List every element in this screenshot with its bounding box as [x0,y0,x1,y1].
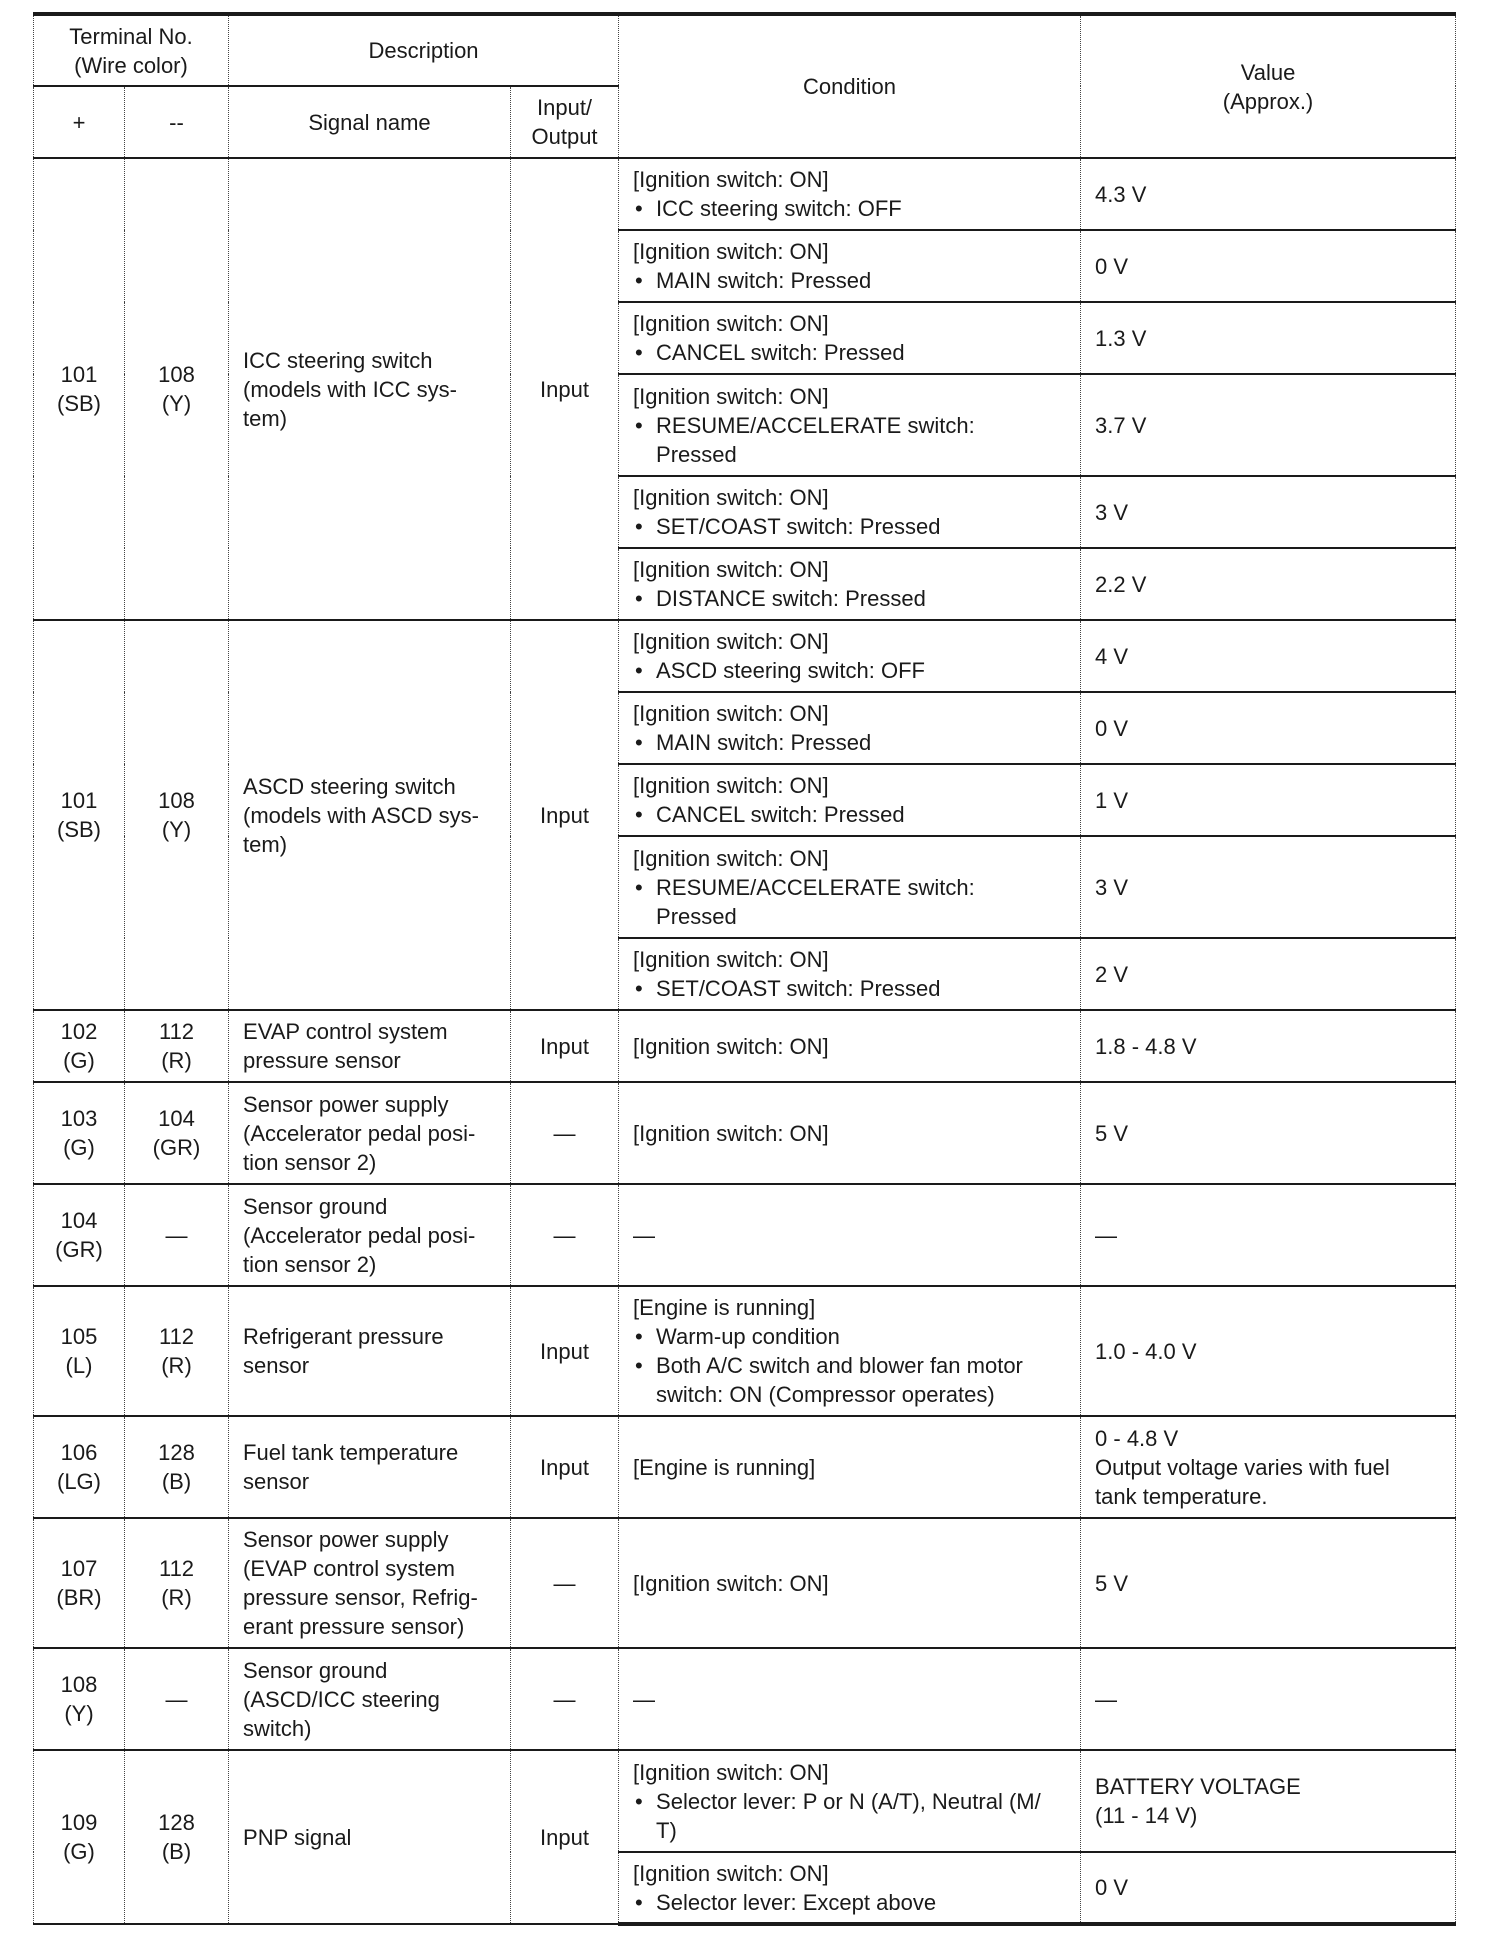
value-cell [1081,1852,1456,1924]
value-cell [1081,620,1456,692]
terminal-plus: 105 (L) [60,1324,98,1378]
terminal-plus: 101 (SB) [57,788,101,842]
io-type: Input [540,1338,589,1364]
value-cell [1081,1082,1456,1184]
io-type-cell [511,1286,619,1416]
terminal-minus-cell [125,1082,229,1184]
value-cell [1081,302,1456,374]
terminal-plus-cell [34,1648,125,1750]
terminal-plus: 104 (GR) [55,1208,103,1262]
value-text: 3.7 V [1095,412,1147,438]
condition-line: [Ignition switch: ON] [633,239,829,264]
terminal-minus: — [165,1222,188,1248]
condition-line: [Ignition switch: ON] [633,1033,829,1059]
signal-name: Sensor ground (ASCD/ICC steering switch) [243,1657,440,1741]
value-text: 1.3 V [1095,325,1147,351]
condition-line: [Ignition switch: ON] [633,167,829,192]
table-row [34,1286,1456,1416]
value-text: — [1095,1222,1118,1248]
condition-bullet: • MAIN switch: Pressed [633,266,1066,295]
io-type: — [553,1570,576,1596]
value-text: 5 V [1095,1570,1129,1596]
table-row [34,1416,1456,1518]
condition-bullet: • CANCEL switch: Pressed [633,800,1066,829]
table-row [34,1648,1456,1750]
header-signal-name [229,86,511,158]
condition-line: [Ignition switch: ON] [633,629,829,654]
terminal-minus-cell [125,620,229,1010]
condition-line: [Ignition switch: ON] [633,845,829,871]
terminal-plus-cell [34,1286,125,1416]
terminal-minus: — [165,1686,188,1712]
condition-cell [619,158,1081,230]
condition-line: [Ignition switch: ON] [633,701,829,726]
terminal-plus-cell [34,1184,125,1286]
value-cell [1081,374,1456,476]
condition-line: [Ignition switch: ON] [633,1759,829,1785]
condition-bullet: • Selector lever: P or N (A/T), Neutral (M/ T) [633,1787,1066,1845]
table-row [34,1184,1456,1286]
io-type-cell [511,158,619,620]
terminal-plus: 109 (G) [60,1810,98,1864]
condition-cell [619,476,1081,548]
condition-line: [Ignition switch: ON] [633,773,829,798]
table-row [34,1082,1456,1184]
io-type-cell [511,1648,619,1750]
terminal-minus-cell [125,1750,229,1924]
value-text: 2.2 V [1095,571,1147,597]
condition-bullet: • RESUME/ACCELERATE switch: Pressed [633,411,1066,469]
condition-bullet: • Selector lever: Except above [633,1888,1066,1917]
terminal-minus-cell [125,1416,229,1518]
condition-cell [619,1750,1081,1852]
value-cell [1081,1010,1456,1082]
value-cell [1081,230,1456,302]
header-description-text: Description [368,38,479,63]
header-condition-text: Condition [803,74,896,99]
condition-line: — [633,1222,656,1248]
condition-cell [619,836,1081,938]
terminal-plus-cell [34,620,125,1010]
table-row [34,1750,1456,1852]
condition-line: [Ignition switch: ON] [633,947,829,972]
terminal-minus: 128 (B) [158,1810,195,1864]
io-type-cell [511,620,619,1010]
io-type: Input [540,376,589,402]
terminal-plus: 103 (G) [60,1106,98,1160]
io-type: Input [540,802,589,828]
condition-bullet: • Warm-up condition [633,1322,1066,1351]
condition-cell [619,938,1081,1010]
value-text: 4 V [1095,643,1129,669]
terminal-plus: 106 (LG) [57,1440,101,1494]
io-type: — [553,1120,576,1146]
signal-name-cell [229,1648,511,1750]
signal-name: ASCD steering switch (models with ASCD sys- tem) [243,773,479,857]
condition-line: [Ignition switch: ON] [633,1120,829,1146]
condition-line: [Engine is running] [633,1295,816,1320]
signal-name: Sensor ground (Accelerator pedal posi- tion sensor 2) [243,1193,476,1277]
io-type: Input [540,1824,589,1850]
value-text: 3 V [1095,499,1129,525]
terminal-minus: 112 (R) [158,1324,195,1378]
signal-name-cell [229,620,511,1010]
terminal-minus: 108 (Y) [158,788,195,842]
condition-cell [619,1184,1081,1286]
value-text: 4.3 V [1095,181,1147,207]
terminal-minus-cell [125,1010,229,1082]
condition-cell [619,1416,1081,1518]
value-cell [1081,1648,1456,1750]
terminal-minus-cell [125,158,229,620]
terminal-plus: 107 (BR) [56,1556,102,1610]
io-type-cell [511,1082,619,1184]
value-cell [1081,1750,1456,1852]
condition-line: [Ignition switch: ON] [633,311,829,336]
signal-name: ICC steering switch (models with ICC sys- tem) [243,347,457,431]
terminal-minus: 108 (Y) [158,362,195,416]
header-terminal [34,14,229,86]
condition-cell [619,620,1081,692]
value-cell [1081,476,1456,548]
condition-cell [619,374,1081,476]
terminal-minus: 128 (B) [158,1440,195,1494]
value-cell [1081,158,1456,230]
condition-bullet: • SET/COAST switch: Pressed [633,512,1066,541]
header-plus [34,86,125,158]
condition-bullet: • ASCD steering switch: OFF [633,656,1066,685]
signal-name-cell [229,1010,511,1082]
signal-name: Refrigerant pressure sensor [243,1324,444,1378]
terminal-minus-cell [125,1648,229,1750]
condition-line: [Ignition switch: ON] [633,557,829,582]
signal-name: Fuel tank temperature sensor [243,1440,459,1494]
condition-line: [Engine is running] [633,1454,816,1480]
terminal-plus: 108 (Y) [60,1672,98,1726]
value-text: BATTERY VOLTAGE (11 - 14 V) [1095,1774,1301,1828]
io-type-cell [511,1750,619,1924]
condition-cell [619,230,1081,302]
value-text: 2 V [1095,961,1129,987]
signal-name-cell [229,1416,511,1518]
value-text: 0 V [1095,253,1129,279]
value-text: 5 V [1095,1120,1129,1146]
io-type: Input [540,1454,589,1480]
condition-bullet: • RESUME/ACCELERATE switch: Pressed [633,873,1066,931]
terminal-plus-cell [34,1518,125,1648]
condition-line: [Ignition switch: ON] [633,1860,829,1886]
signal-name: PNP signal [243,1824,352,1850]
condition-cell [619,1852,1081,1924]
terminal-minus-cell [125,1286,229,1416]
io-type-cell [511,1184,619,1286]
terminal-plus: 101 (SB) [57,362,101,416]
value-cell [1081,548,1456,620]
terminal-plus-cell [34,158,125,620]
terminal-plus: 102 (G) [60,1019,98,1073]
table-row [34,620,1456,692]
header-io-text: Input/ Output [531,95,598,149]
value-cell [1081,836,1456,938]
condition-cell [619,692,1081,764]
condition-bullet: • Both A/C switch and blower fan motor switch: ON (Compressor operates) [633,1351,1066,1409]
condition-bullet: • CANCEL switch: Pressed [633,338,1066,367]
value-cell [1081,1416,1456,1518]
condition-cell [619,1648,1081,1750]
header-value-text: Value (Approx.) [1222,59,1314,114]
terminal-plus-cell [34,1416,125,1518]
header-io [511,86,619,158]
signal-name-cell [229,1750,511,1924]
value-text: 1.8 - 4.8 V [1095,1033,1197,1059]
condition-cell [619,1518,1081,1648]
condition-line: [Ignition switch: ON] [633,485,829,510]
io-type: — [553,1222,576,1248]
table-row [34,1010,1456,1082]
condition-bullet: • DISTANCE switch: Pressed [633,584,1066,613]
header-minus [125,86,229,158]
condition-line: — [633,1686,656,1712]
value-cell [1081,1518,1456,1648]
signal-name-cell [229,1082,511,1184]
signal-name: Sensor power supply (EVAP control system pressure sensor, Refrig- erant pressure sensor) [243,1527,478,1639]
value-text: 0 V [1095,715,1129,741]
condition-cell [619,764,1081,836]
value-cell [1081,692,1456,764]
header-signal-name-text: Signal name [308,109,431,135]
value-text: — [1095,1686,1118,1712]
value-text: 1.0 - 4.0 V [1095,1338,1197,1364]
condition-bullet: • MAIN switch: Pressed [633,728,1066,757]
condition-bullet: • ICC steering switch: OFF [633,194,1066,223]
io-type: — [553,1686,576,1712]
condition-cell [619,1010,1081,1082]
io-type: Input [540,1033,589,1059]
condition-line: [Ignition switch: ON] [633,383,829,409]
header-terminal-text: Terminal No. (Wire color) [69,23,193,78]
terminal-minus-cell [125,1184,229,1286]
signal-name-cell [229,158,511,620]
terminal-table [33,12,1456,1926]
condition-cell [619,1286,1081,1416]
terminal-plus-cell [34,1082,125,1184]
header-condition [619,14,1081,158]
value-text: 0 V [1095,1875,1129,1900]
terminal-minus: 104 (GR) [152,1106,201,1160]
value-cell [1081,764,1456,836]
header-description [229,14,619,86]
condition-bullet: • SET/COAST switch: Pressed [633,974,1066,1003]
header-minus-text: -- [169,109,184,135]
terminal-minus: 112 (R) [158,1556,195,1610]
terminal-minus-cell [125,1518,229,1648]
signal-name: Sensor power supply (Accelerator pedal posi- tion sensor 2) [243,1091,476,1175]
condition-cell [619,1082,1081,1184]
header-plus-text: + [72,109,86,135]
condition-line: [Ignition switch: ON] [633,1570,829,1596]
io-type-cell [511,1010,619,1082]
value-text: 1 V [1095,787,1129,813]
header-value [1081,14,1456,158]
signal-name-cell [229,1286,511,1416]
io-type-cell [511,1416,619,1518]
table-row [34,1518,1456,1648]
terminal-plus-cell [34,1750,125,1924]
value-text: 3 V [1095,874,1129,900]
terminal-minus: 112 (R) [158,1019,195,1073]
signal-name-cell [229,1518,511,1648]
io-type-cell [511,1518,619,1648]
value-cell [1081,1286,1456,1416]
value-cell [1081,938,1456,1010]
value-text: 0 - 4.8 V Output voltage varies with fuel tank temperature. [1095,1425,1390,1509]
signal-name-cell [229,1184,511,1286]
condition-cell [619,302,1081,374]
terminal-plus-cell [34,1010,125,1082]
table-row [34,158,1456,230]
value-cell [1081,1184,1456,1286]
signal-name: EVAP control system pressure sensor [243,1019,448,1073]
condition-cell [619,548,1081,620]
